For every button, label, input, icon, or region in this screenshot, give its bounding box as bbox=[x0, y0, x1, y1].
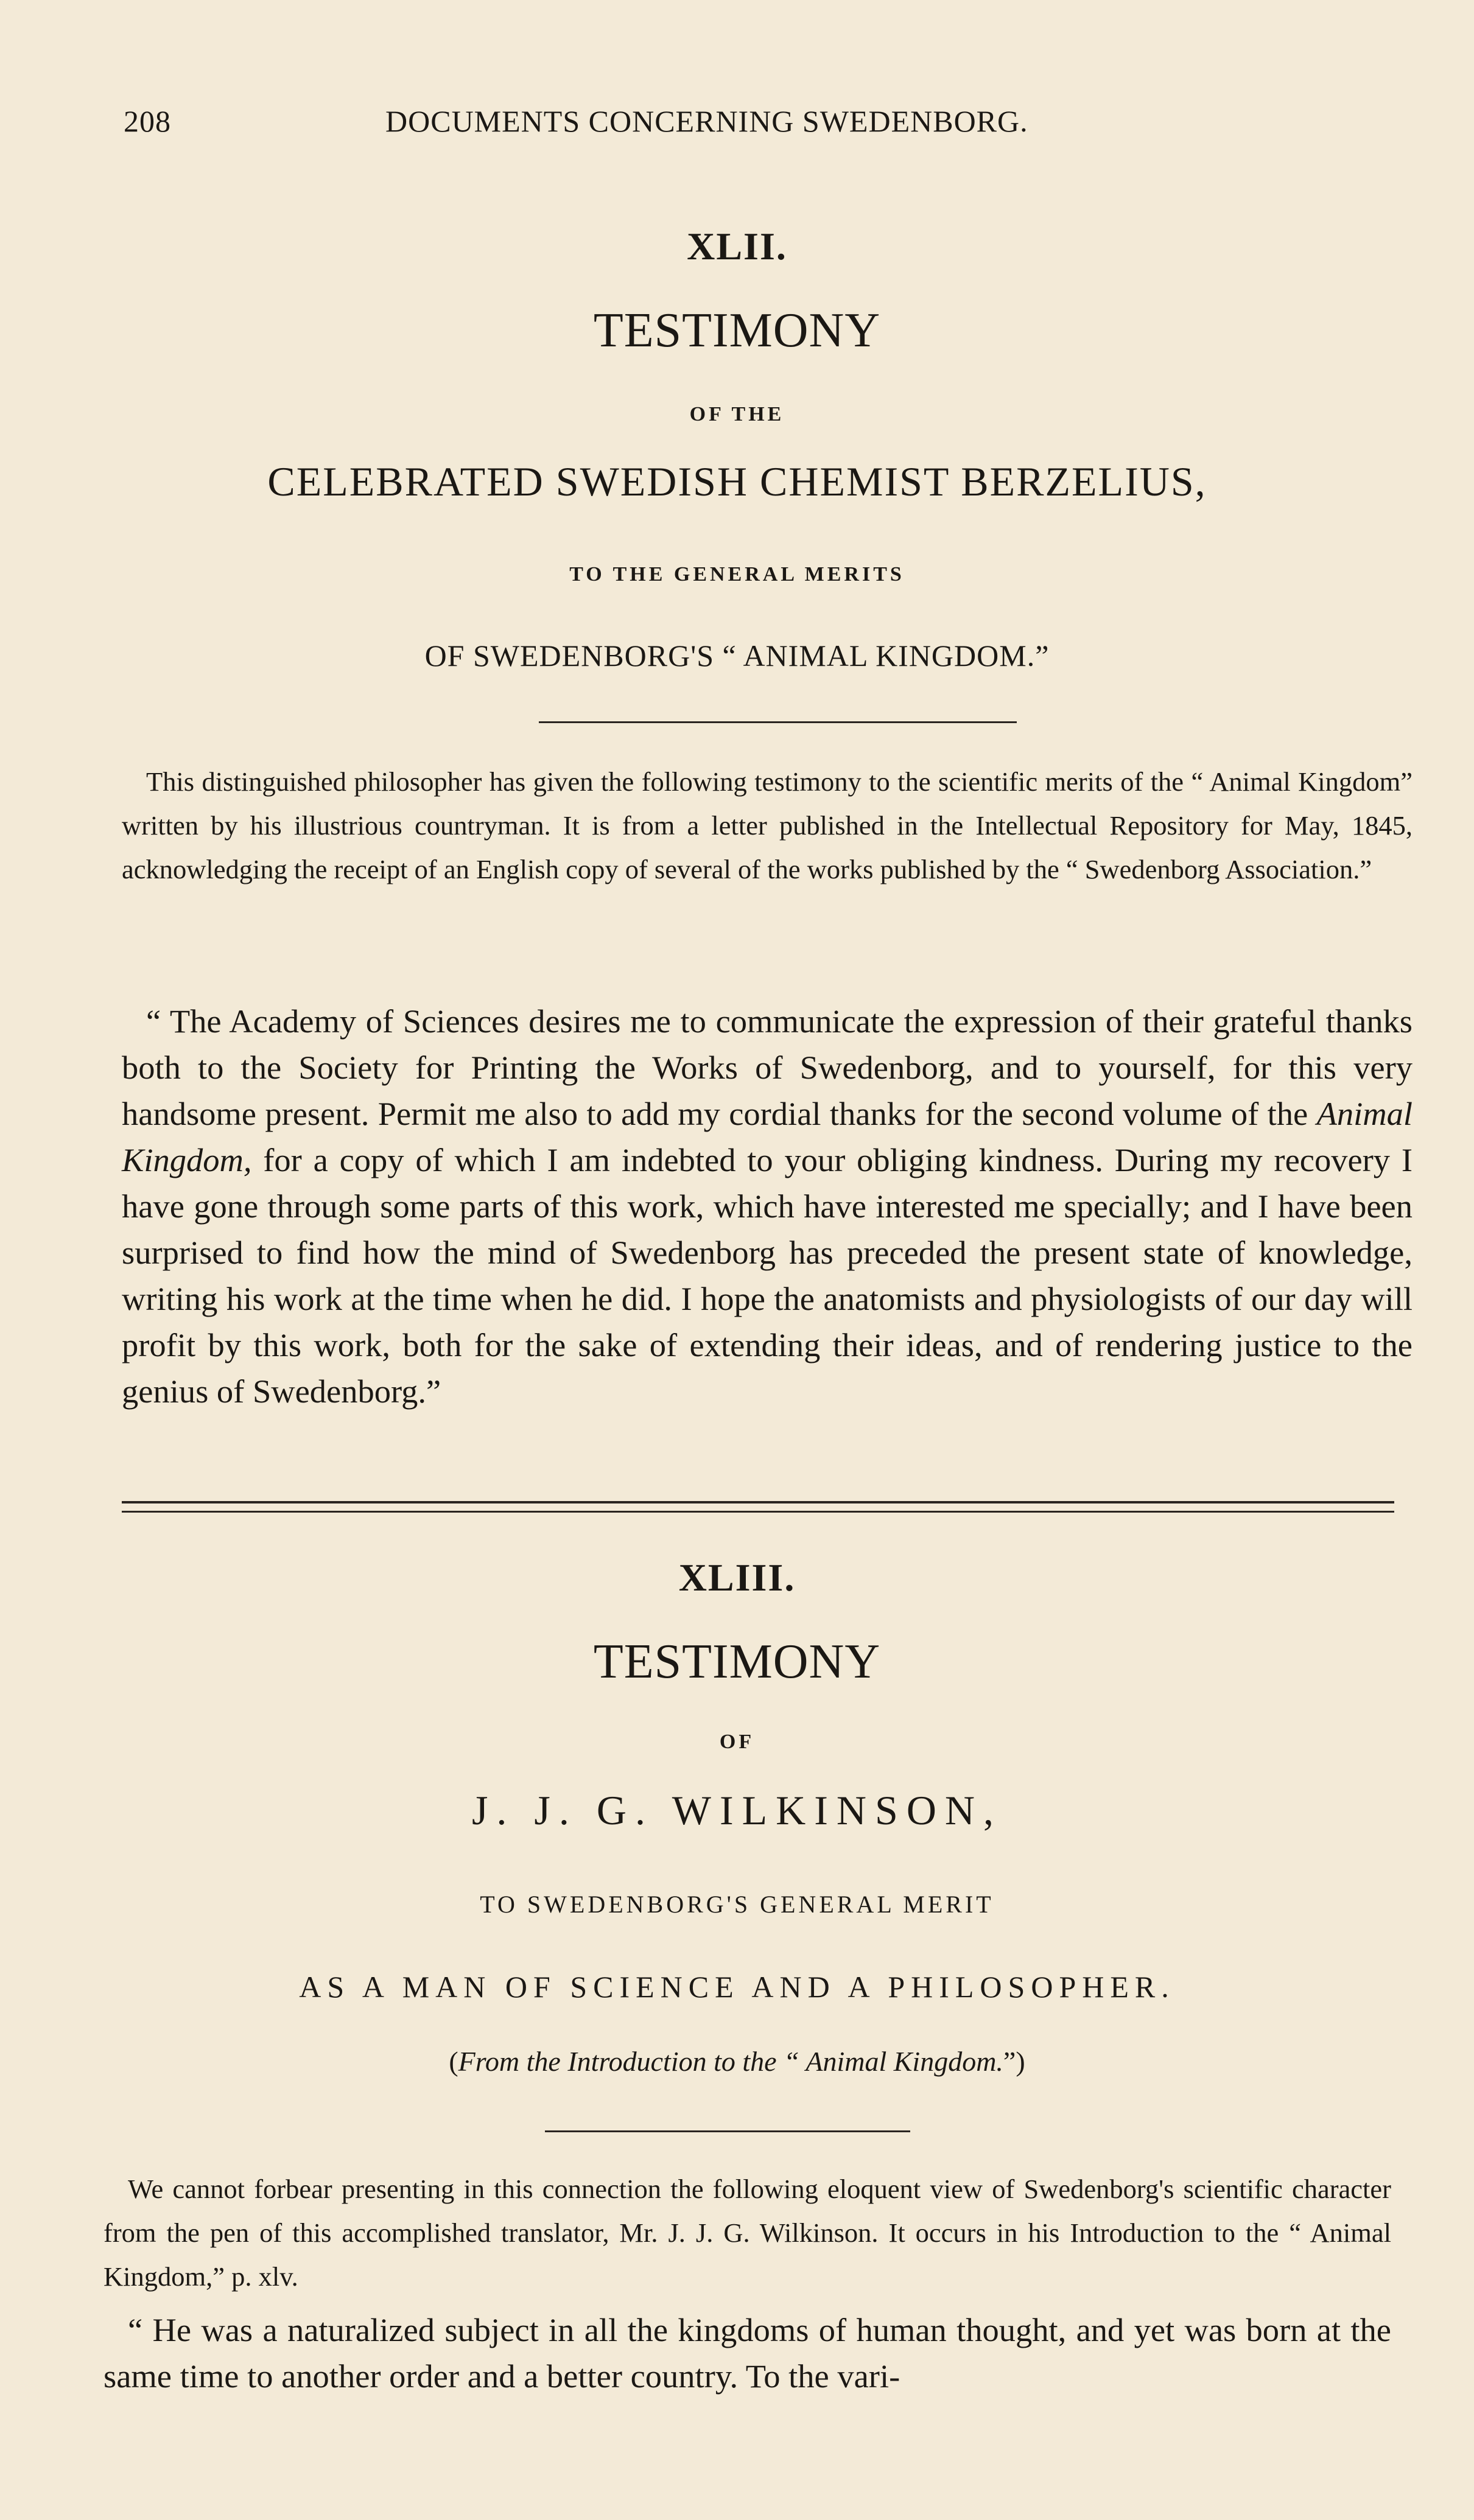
section-42-of-the: OF THE bbox=[689, 403, 785, 425]
section-43-intro bbox=[104, 2167, 1391, 2298]
running-head-title: DOCUMENTS CONCERNING SWEDENBORG. bbox=[385, 104, 1028, 138]
section-43-numeral: XLIII. bbox=[678, 1556, 796, 1599]
section-42-quote-italic: Animal Kingdom, bbox=[122, 1095, 1413, 1178]
section-43-source-open: ( bbox=[449, 2046, 458, 2077]
section-43-source bbox=[0, 2045, 1474, 2077]
section-43-source-italic: From the Introduction to the “ Animal Kingdom. bbox=[458, 2046, 1003, 2077]
section-43-quote-text: “ He was a naturalized subject in all the kingdoms of human thought, and yet was born at the same time to another order and a better country. To the vari- bbox=[104, 2311, 1391, 2395]
section-43-quote bbox=[104, 2307, 1391, 2399]
section-42-numeral: XLII. bbox=[687, 225, 787, 268]
section-43-to-line: TO SWEDENBORG'S GENERAL MERIT bbox=[480, 1891, 994, 1918]
section-divider bbox=[122, 1501, 1394, 1513]
section-42-to-line: TO THE GENERAL MERITS bbox=[569, 563, 905, 586]
section-43-subject: J. J. G. WILKINSON, bbox=[471, 1787, 1003, 1833]
page-number: 208 bbox=[124, 104, 171, 138]
section-42-work-line: OF SWEDENBORG'S “ ANIMAL KINGDOM.” bbox=[424, 639, 1050, 673]
section-43-heading: TESTIMONY bbox=[593, 1635, 881, 1689]
section-43-rule bbox=[545, 2130, 910, 2132]
section-42-quote bbox=[122, 998, 1413, 1415]
section-43-intro-text: We cannot forbear presenting in this connection the following eloquent view of Swedenborg's scientific character from the pen of this accomplished translator, Mr. J. J. G. Wilkinson. It occurs in his Introduction to the “ Animal Kingdom,” p. xlv. bbox=[104, 2174, 1391, 2292]
section-42-intro-text: This distinguished philosopher has given the following testimony to the scientific merits of the “ Animal Kingdom” written by his illustrious countryman. It is from a letter published in the Intellectual Repository for May, 1845, acknowledging the receipt of an English copy of several of the works published by the “ Swedenborg Association.” bbox=[122, 766, 1413, 884]
section-42-quote-part1: “ The Academy of Sciences desires me to communicate the expression of their grateful thanks both to the Society for Printing the Works of Swedenborg, and to yourself, for this very handsome present. Permit me also to add my cordial thanks for the second volume of the bbox=[122, 1003, 1413, 1132]
section-42-intro bbox=[122, 760, 1413, 891]
section-42-rule bbox=[539, 721, 1017, 723]
section-42-heading: TESTIMONY bbox=[593, 304, 881, 357]
section-43-of: OF bbox=[719, 1731, 755, 1753]
section-42-quote-part2: for a copy of which I am indebted to your obliging kindness. During my recovery I have gone through some parts of this work, which have interested me specially; and I have been surprised to find how the mind of Swedenborg has preceded the present state of knowledge, writing his work at the time when he did. I hope the anatomists and physiologists of our day will profit by this work, both for the sake of extending their ideas, and of rendering justice to the genius of Swedenborg.” bbox=[122, 1141, 1413, 1410]
section-43-as-line: AS A MAN OF SCIENCE AND A PHILOSOPHER. bbox=[299, 1970, 1175, 2004]
running-head bbox=[124, 103, 1153, 152]
section-42-subject: CELEBRATED SWEDISH CHEMIST BERZELIUS, bbox=[267, 458, 1207, 505]
section-43-source-close: ”) bbox=[1003, 2046, 1025, 2077]
